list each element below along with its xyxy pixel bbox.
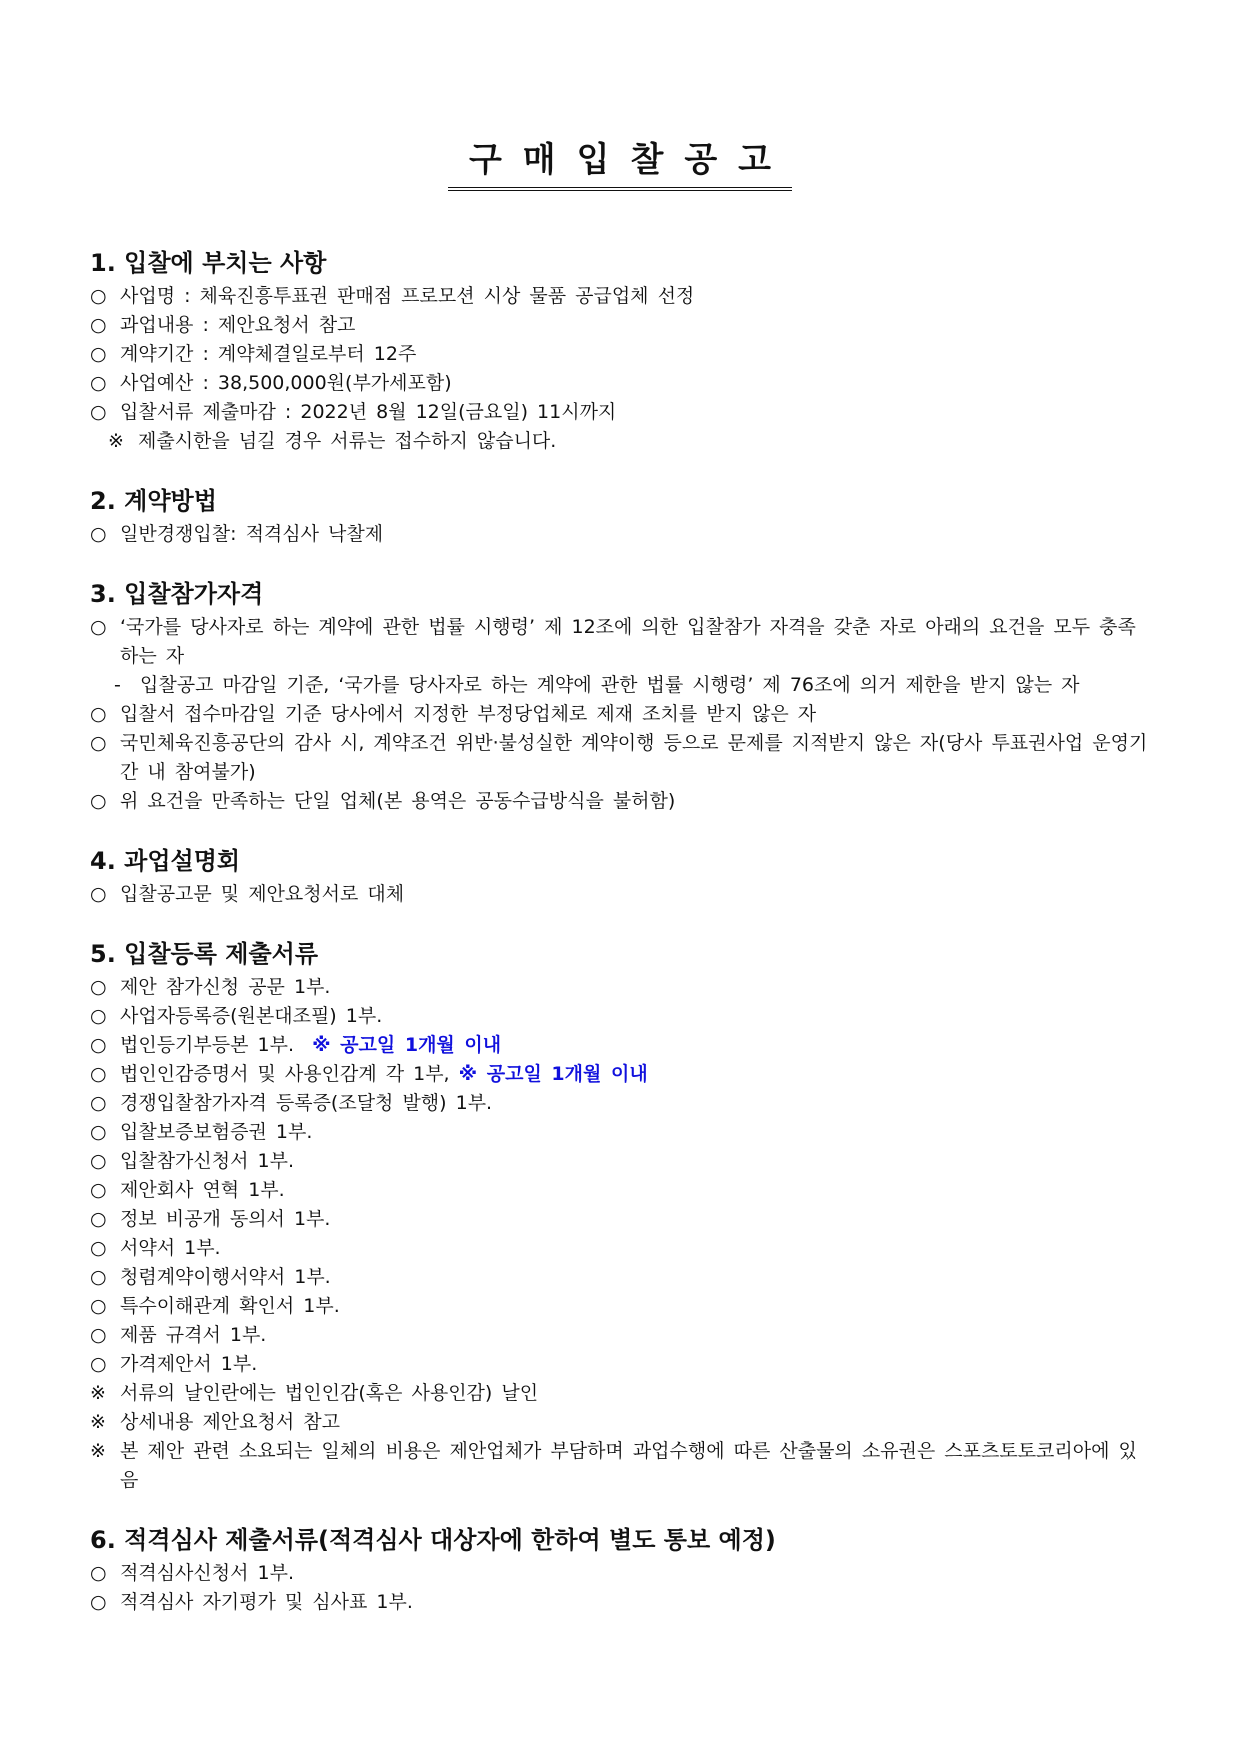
circle-bullet-icon: ○ <box>90 703 107 725</box>
title-block <box>0 140 1240 191</box>
list-item: ○ 입찰서 접수마감일 기준 당사에서 지정한 부정당업체로 제재 조치를 받지 않은 자 <box>90 700 1152 729</box>
list-item: ○ 위 요건을 만족하는 단일 업체(본 용역은 공동수급방식을 불허함) <box>90 787 1152 816</box>
list-item: ○ 일반경쟁입찰: 적격심사 낙찰제 <box>90 520 1152 549</box>
circle-bullet-icon: ○ <box>90 1208 107 1230</box>
list-item: ○ 제안 참가신청 공문 1부. <box>90 973 1152 1002</box>
document-body <box>90 244 1152 1617</box>
note-item: ※ 제출시한을 넘길 경우 서류는 접수하지 않습니다. <box>90 427 1152 456</box>
circle-bullet-icon: ○ <box>90 523 107 545</box>
circle-bullet-icon: ○ <box>90 285 107 307</box>
section-2 <box>90 482 1152 549</box>
dash-bullet-icon: - <box>114 674 121 696</box>
list-item: ○ 입찰참가신청서 1부. <box>90 1147 1152 1176</box>
reference-mark-icon: ※ <box>108 430 124 452</box>
list-item: ○ 서약서 1부. <box>90 1234 1152 1263</box>
circle-bullet-icon: ○ <box>90 1324 107 1346</box>
section-4 <box>90 842 1152 909</box>
circle-bullet-icon: ○ <box>90 1295 107 1317</box>
section-heading: 1. 입찰에 부치는 사항 <box>90 249 327 277</box>
sub-list-item: - 입찰공고 마감일 기준, ‘국가를 당사자로 하는 계약에 관한 법률 시행령’ 제 76조에 의거 제한을 받지 않는 자 <box>90 671 1152 700</box>
list-item: ○ 제품 규격서 1부. <box>90 1321 1152 1350</box>
circle-bullet-icon: ○ <box>90 1179 107 1201</box>
list-item: ○ 입찰보증보험증권 1부. <box>90 1118 1152 1147</box>
list-item: ○ 제안회사 연혁 1부. <box>90 1176 1152 1205</box>
circle-bullet-icon: ○ <box>90 1005 107 1027</box>
circle-bullet-icon: ○ <box>90 732 107 754</box>
list-item: ○ 정보 비공개 동의서 1부. <box>90 1205 1152 1234</box>
circle-bullet-icon: ○ <box>90 343 107 365</box>
section-6 <box>90 1521 1152 1617</box>
circle-bullet-icon: ○ <box>90 616 107 638</box>
circle-bullet-icon: ○ <box>90 1121 107 1143</box>
list-item: ○ 사업예산 : 38,500,000원(부가세포함) <box>90 369 1152 398</box>
list-item: ○ 계약기간 : 계약체결일로부터 12주 <box>90 340 1152 369</box>
list-item: ○ 적격심사신청서 1부. <box>90 1559 1152 1588</box>
list-item: ○ 적격심사 자기평가 및 심사표 1부. <box>90 1588 1152 1617</box>
list-item: ○ 과업내용 : 제안요청서 참고 <box>90 311 1152 340</box>
circle-bullet-icon: ○ <box>90 883 107 905</box>
section-heading: 4. 과업설명회 <box>90 847 241 875</box>
circle-bullet-icon: ○ <box>90 401 107 423</box>
circle-bullet-icon: ○ <box>90 314 107 336</box>
highlight-note: ※ 공고일 1개월 이내 <box>458 1063 648 1085</box>
circle-bullet-icon: ○ <box>90 1034 107 1056</box>
circle-bullet-icon: ○ <box>90 976 107 998</box>
section-1 <box>90 244 1152 456</box>
highlight-note: ※ 공고일 1개월 이내 <box>312 1034 502 1056</box>
list-item: ○ 특수이해관계 확인서 1부. <box>90 1292 1152 1321</box>
list-item: ○ 경쟁입찰참가자격 등록증(조달청 발행) 1부. <box>90 1089 1152 1118</box>
circle-bullet-icon: ○ <box>90 1591 107 1613</box>
section-heading: 2. 계약방법 <box>90 487 217 515</box>
list-item: ○ 법인등기부등본 1부. ※ 공고일 1개월 이내 <box>90 1031 1152 1060</box>
section-3 <box>90 575 1152 816</box>
circle-bullet-icon: ○ <box>90 1237 107 1259</box>
section-5 <box>90 935 1152 1495</box>
list-item: ○ 사업자등록증(원본대조필) 1부. <box>90 1002 1152 1031</box>
note-item: ※ 상세내용 제안요청서 참고 <box>90 1408 1152 1437</box>
list-item: ○ 국민체육진흥공단의 감사 시, 계약조건 위반·불성실한 계약이행 등으로 문제를 지적받지 않은 자(당사 투표권사업 운영기간 내 참여불가) <box>90 729 1152 787</box>
reference-mark-icon: ※ <box>90 1411 106 1433</box>
circle-bullet-icon: ○ <box>90 790 107 812</box>
list-item: ○ 사업명 : 체육진흥투표권 판매점 프로모션 시상 물품 공급업체 선정 <box>90 282 1152 311</box>
note-item: ※ 서류의 날인란에는 법인인감(혹은 사용인감) 날인 <box>90 1379 1152 1408</box>
circle-bullet-icon: ○ <box>90 1562 107 1584</box>
section-heading: 6. 적격심사 제출서류(적격심사 대상자에 한하여 별도 통보 예정) <box>90 1526 776 1554</box>
list-item: ○ ‘국가를 당사자로 하는 계약에 관한 법률 시행령’ 제 12조에 의한 입찰참가 자격을 갖춘 자로 아래의 요건을 모두 충족하는 자 <box>90 613 1152 671</box>
page-title: 구매입찰공고 <box>448 140 792 191</box>
circle-bullet-icon: ○ <box>90 1092 107 1114</box>
section-heading: 5. 입찰등록 제출서류 <box>90 940 318 968</box>
circle-bullet-icon: ○ <box>90 1063 107 1085</box>
circle-bullet-icon: ○ <box>90 1150 107 1172</box>
reference-mark-icon: ※ <box>90 1440 106 1462</box>
circle-bullet-icon: ○ <box>90 1266 107 1288</box>
circle-bullet-icon: ○ <box>90 372 107 394</box>
circle-bullet-icon: ○ <box>90 1353 107 1375</box>
note-item: ※ 본 제안 관련 소요되는 일체의 비용은 제안업체가 부담하며 과업수행에 따른 산출물의 소유권은 스포츠토토코리아에 있음 <box>90 1437 1152 1495</box>
list-item: ○ 입찰서류 제출마감 : 2022년 8월 12일(금요일) 11시까지 <box>90 398 1152 427</box>
list-item: ○ 법인인감증명서 및 사용인감계 각 1부, ※ 공고일 1개월 이내 <box>90 1060 1152 1089</box>
list-item: ○ 가격제안서 1부. <box>90 1350 1152 1379</box>
section-heading: 3. 입찰참가자격 <box>90 580 264 608</box>
reference-mark-icon: ※ <box>90 1382 106 1404</box>
list-item: ○ 입찰공고문 및 제안요청서로 대체 <box>90 880 1152 909</box>
list-item: ○ 청렴계약이행서약서 1부. <box>90 1263 1152 1292</box>
